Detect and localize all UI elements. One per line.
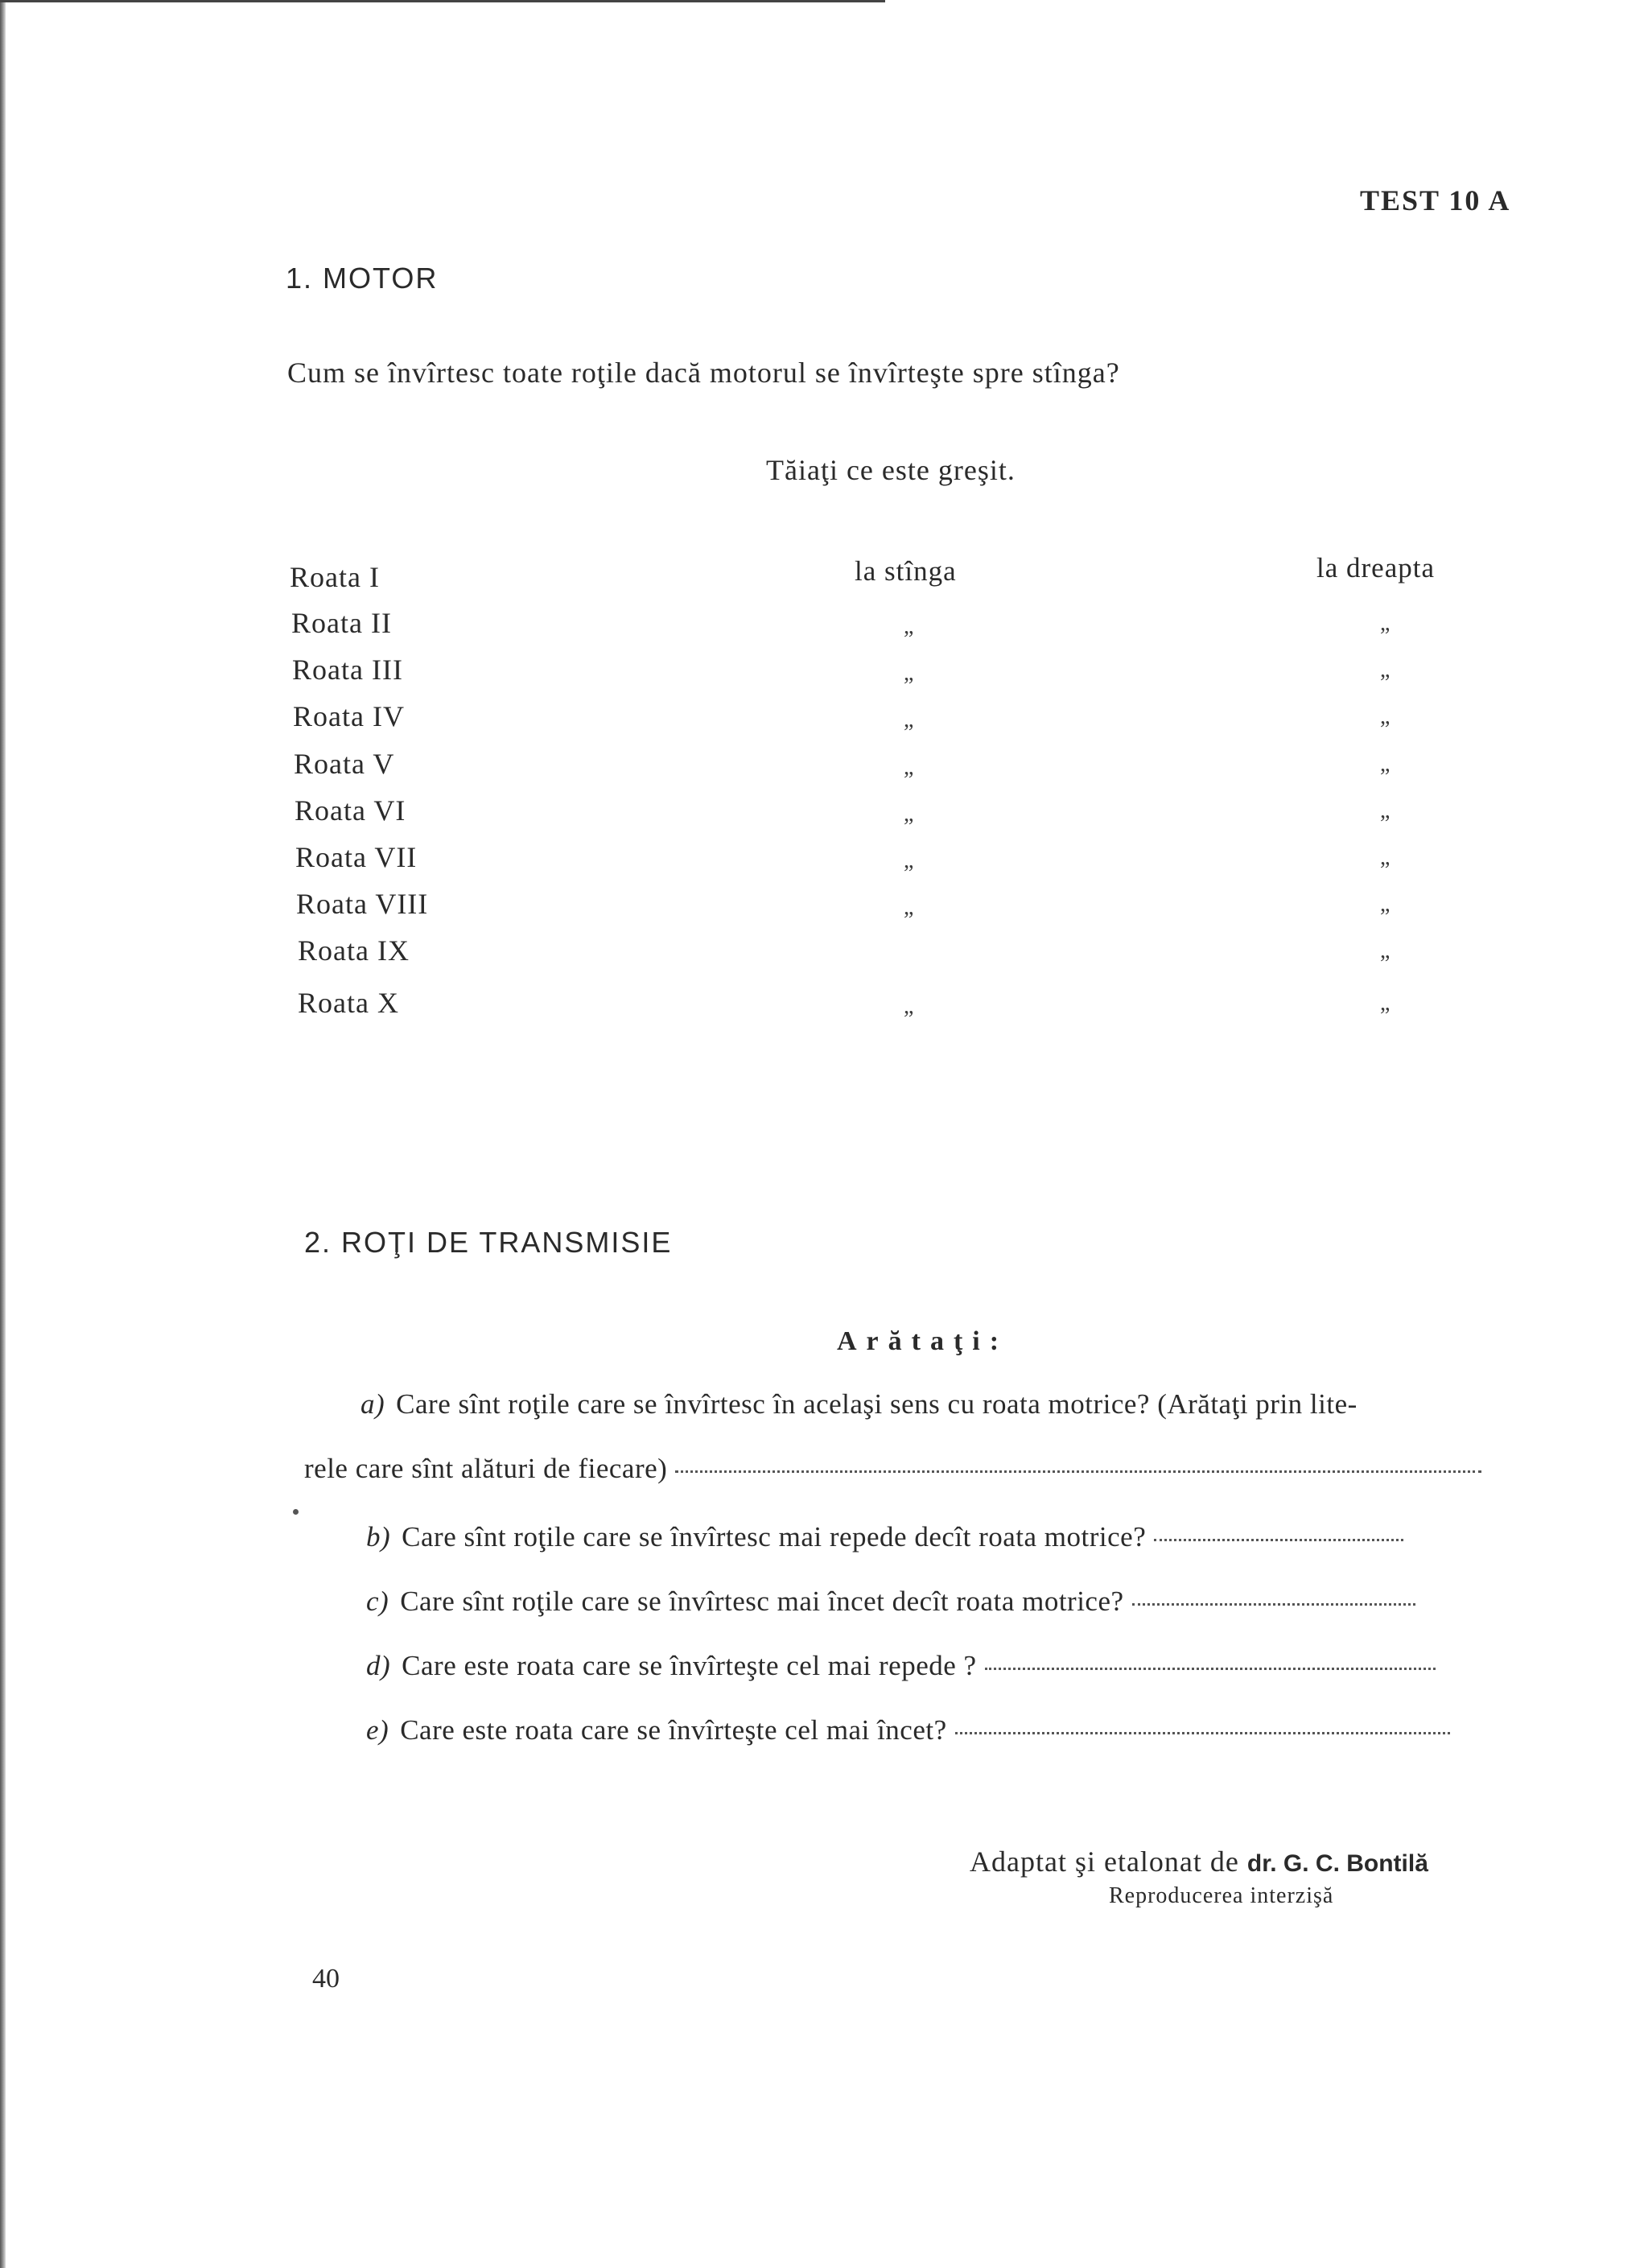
question-d-letter: d)	[366, 1650, 391, 1681]
answer-line-b[interactable]	[1154, 1538, 1403, 1541]
wheel-label: Roata I	[290, 561, 380, 593]
question-d-text: Care este roata care se învîrteşte cel mai repede ?	[402, 1650, 977, 1681]
reproduction-note: Reproducerea interzişă	[1109, 1883, 1334, 1908]
question-e-text: Care este roata care se învîrteşte cel mai încet?	[400, 1714, 947, 1746]
question-b-text: Care sînt roţile care se învîrtesc mai repede decît roata motrice?	[402, 1521, 1147, 1553]
direction-left-option[interactable]: „	[904, 802, 914, 827]
wheel-label: Roata II	[291, 607, 392, 639]
wheel-label: Roata III	[292, 654, 403, 686]
direction-left-option[interactable]: „	[904, 895, 914, 920]
wheel-label: Roata VI	[295, 794, 406, 827]
direction-left-option[interactable]: „	[904, 707, 914, 732]
question-a-letter: a)	[360, 1388, 385, 1420]
question-a-text: Care sînt roţile care se învîrtesc în acelaşi sens cu roata motrice? (Arătaţi prin lite-	[396, 1388, 1358, 1420]
column-header-right: la dreapta	[1316, 552, 1435, 583]
answer-line-a[interactable]	[675, 1470, 1481, 1473]
wheel-label: Roata IV	[293, 700, 405, 732]
wheel-label: Roata VII	[295, 841, 418, 873]
question-d	[366, 1650, 1436, 1682]
section-1-question: Cum se învîrtesc toate roţile dacă motorul se învîrteşte spre stînga?	[287, 357, 1120, 389]
question-b	[366, 1521, 1403, 1553]
wheel-label: Roata V	[294, 748, 395, 780]
direction-right-option[interactable]: „	[1380, 845, 1390, 870]
question-a-continuation-text: rele care sînt alături de fiecare)	[304, 1453, 668, 1484]
direction-left-option[interactable]: „	[904, 994, 914, 1019]
answer-line-c[interactable]	[1132, 1602, 1415, 1606]
direction-left-option[interactable]: „	[904, 848, 914, 873]
answer-line-d[interactable]	[985, 1667, 1436, 1670]
section-1-instruction: Tăiaţi ce este greşit.	[766, 454, 1016, 486]
direction-right-option[interactable]: „	[1380, 892, 1390, 917]
section-2-heading: Arătaţi:	[837, 1326, 1009, 1356]
direction-right-option[interactable]: „	[1380, 798, 1390, 823]
ink-speck	[293, 1509, 299, 1515]
question-c	[366, 1586, 1415, 1618]
direction-right-option[interactable]: „	[1380, 658, 1390, 682]
credit-author: dr. G. C. Bontilă	[1246, 1850, 1428, 1877]
direction-left-option[interactable]: „	[904, 614, 914, 639]
column-header-left: la stînga	[855, 555, 957, 587]
wheel-label: Roata VIII	[296, 888, 429, 920]
page-scan-edge	[0, 0, 6, 2268]
wheel-label: Roata X	[298, 987, 399, 1019]
question-c-text: Care sînt roţile care se învîrtesc mai încet decît roata motrice?	[400, 1586, 1124, 1617]
page-number: 40	[312, 1964, 340, 1994]
question-e-letter: e)	[366, 1714, 389, 1746]
test-label: TEST 10 A	[1360, 184, 1511, 216]
question-c-letter: c)	[366, 1586, 389, 1617]
section-2-title: 2. ROŢI DE TRANSMISIE	[304, 1226, 673, 1259]
question-a-continuation	[304, 1453, 1481, 1485]
question-b-letter: b)	[366, 1521, 391, 1553]
answer-line-e[interactable]	[955, 1731, 1450, 1734]
section-1-title: 1. MOTOR	[286, 262, 439, 295]
direction-right-option[interactable]: „	[1380, 991, 1390, 1016]
direction-right-option[interactable]: „	[1380, 752, 1390, 777]
wheel-label: Roata IX	[298, 934, 410, 967]
question-e	[366, 1714, 1450, 1746]
question-a	[360, 1388, 1358, 1421]
direction-right-option[interactable]: „	[1380, 611, 1390, 636]
direction-left-option[interactable]: „	[904, 661, 914, 686]
direction-right-option[interactable]: „	[1380, 938, 1390, 963]
credit-prefix: Adaptat şi etalonat de	[970, 1845, 1239, 1878]
page-top-rule	[0, 0, 885, 2]
direction-left-option[interactable]: „	[904, 755, 914, 780]
direction-right-option[interactable]: „	[1380, 704, 1390, 729]
credit-line	[970, 1845, 1428, 1878]
